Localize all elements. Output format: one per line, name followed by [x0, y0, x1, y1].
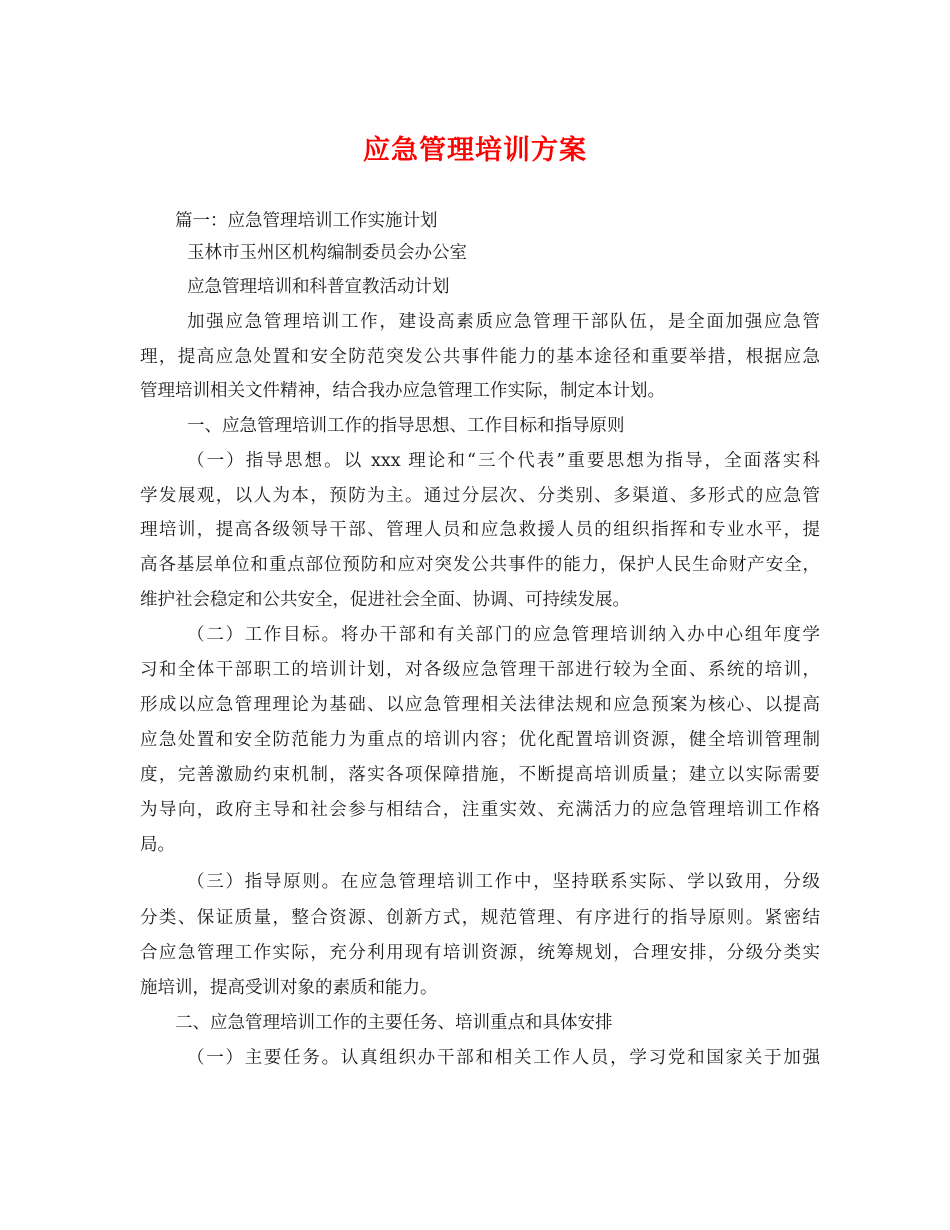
- paragraph-line: （一）指导思想。以 xxx 理论和“三个代表”重要思想为指导，全面落实科: [187, 451, 820, 471]
- paragraph-line: 理，提高应急处置和安全防范突发公共事件能力的基本途径和重要举措，根据应急: [140, 347, 820, 367]
- chapter-heading: 一、应急管理培训工作的指导思想、工作目标和指导原则: [187, 416, 625, 436]
- paragraph-line: 高各基层单位和重点部位预防和应对突发公共事件的能力，保护人民生命财产安全，: [140, 555, 820, 575]
- document-title: 应急管理培训方案: [363, 135, 587, 166]
- paragraph-line: 习和全体干部职工的培训计划，对各级应急管理干部进行较为全面、系统的培训，: [140, 660, 820, 680]
- paragraph-line: 局。: [140, 835, 175, 855]
- paragraph-line: 施培训，提高受训对象的素质和能力。: [140, 978, 438, 998]
- paragraph-line: （三）指导原则。在应急管理培训工作中，坚持联系实际、学以致用，分级: [187, 872, 820, 892]
- paragraph-line: 形成以应急管理理论为基础、以应急管理相关法律法规和应急预案为核心、以提高: [140, 695, 820, 715]
- paragraph-line: 度，完善激励约束机制，落实各项保障措施，不断提高培训质量；建立以实际需要: [140, 765, 820, 785]
- paragraph-line: 加强应急管理培训工作，建设高素质应急管理干部队伍，是全面加强应急管: [187, 312, 820, 332]
- paragraph-line: （一）主要任务。认真组织办干部和相关工作人员，学习党和国家关于加强: [187, 1048, 820, 1068]
- paragraph-line: 分类、保证质量，整合资源、创新方式，规范管理、有序进行的指导原则。紧密结: [140, 908, 820, 928]
- organization-name: 玉林市玉州区机构编制委员会办公室: [187, 243, 467, 263]
- section-heading: 篇一：应急管理培训工作实施计划: [175, 211, 438, 231]
- chapter-heading: 二、应急管理培训工作的主要任务、培训重点和具体安排: [175, 1013, 613, 1033]
- paragraph-line: （二）工作目标。将办干部和有关部门的应急管理培训纳入办中心组年度学: [187, 625, 820, 645]
- paragraph-line: 维护社会稳定和公共安全，促进社会全面、协调、可持续发展。: [140, 590, 630, 610]
- paragraph-line: 管理培训相关文件精神，结合我办应急管理工作实际，制定本计划。: [140, 381, 665, 401]
- paragraph-line: 合应急管理工作实际，充分利用现有培训资源，统筹规划，合理安排，分级分类实: [140, 943, 820, 963]
- paragraph-line: 应急处置和安全防范能力为重点的培训内容；优化配置培训资源，健全培训管理制: [140, 730, 820, 750]
- plan-name: 应急管理培训和科普宣教活动计划: [187, 277, 450, 297]
- paragraph-line: 理培训，提高各级领导干部、管理人员和应急救援人员的组织指挥和专业水平，提: [140, 520, 820, 540]
- paragraph-line: 学发展观，以人为本，预防为主。通过分层次、分类别、多渠道、多形式的应急管: [140, 486, 820, 506]
- paragraph-line: 为导向，政府主导和社会参与相结合，注重实效、充满活力的应急管理培训工作格: [140, 800, 820, 820]
